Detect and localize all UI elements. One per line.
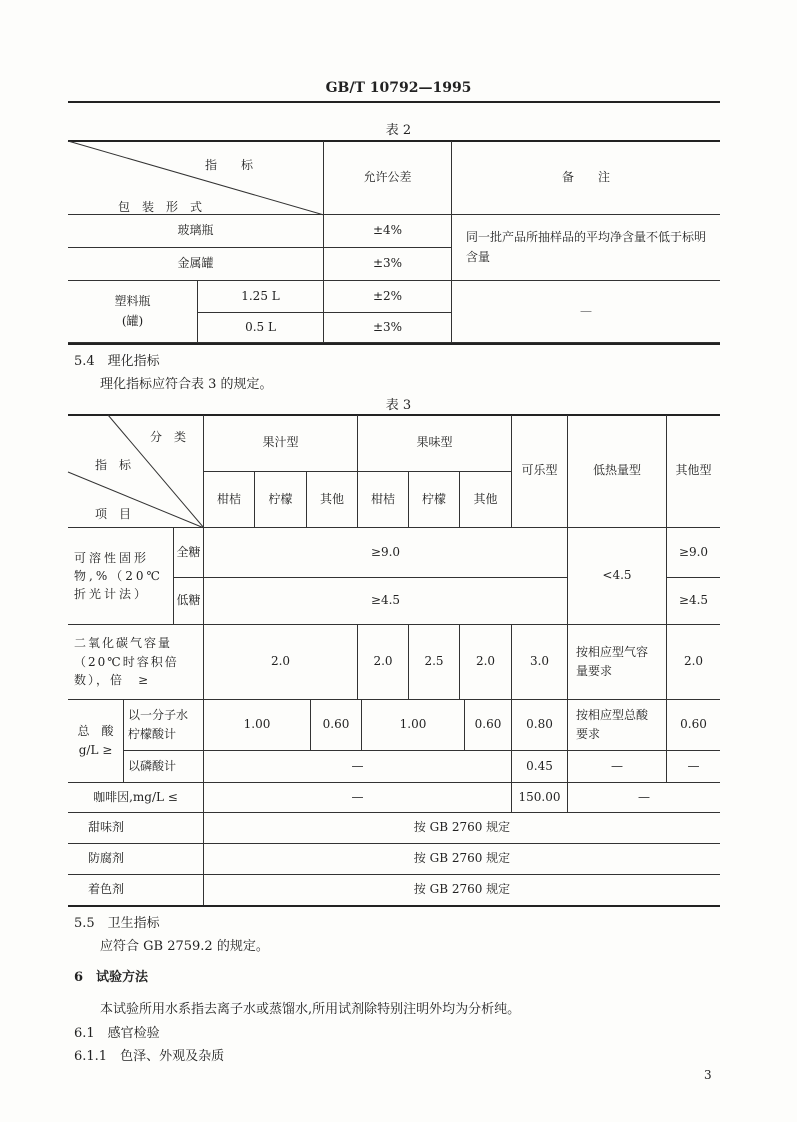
- citric-value: 0.60: [465, 700, 512, 751]
- row-label-total-acid: 总 酸 g/L ≥: [68, 700, 124, 783]
- value-other-low: ≥4.5: [667, 578, 720, 625]
- sub-other: 其他: [307, 472, 358, 528]
- sub-other: 其他: [460, 472, 512, 528]
- sweetener-value: 按 GB 2760 规定: [204, 813, 720, 844]
- corner-label-index: 指 标: [205, 158, 254, 172]
- sub-lemon: 柠檬: [409, 472, 460, 528]
- colorant-value: 按 GB 2760 规定: [413, 882, 511, 897]
- section-5-4-text: 理化指标应符合表 3 的规定。: [100, 377, 273, 392]
- phosphoric-value: —: [568, 751, 667, 783]
- sub-citrus: 柑桔: [204, 472, 255, 528]
- standard-header: GB/T 10792—1995: [325, 80, 472, 96]
- corner-label-index: 指 标: [95, 458, 132, 472]
- citric-value: 0.60: [667, 700, 720, 751]
- table2-caption: 表 2: [385, 123, 412, 138]
- phosphoric-value: 0.45: [512, 751, 568, 783]
- section-6-1-1-heading: 6.1.1 色泽、外观及杂质: [74, 1049, 225, 1064]
- row-label-co2: 二氧化碳气容量（20℃时容积倍数），倍 ≥: [68, 625, 204, 700]
- tolerance-value: ±2%: [324, 281, 452, 313]
- page-number: 3: [704, 1068, 712, 1082]
- value-lowcal: <4.5: [568, 528, 667, 625]
- remark-text: —: [452, 281, 720, 343]
- row-label-colorant: 着色剂: [68, 875, 204, 905]
- phosphoric-value: —: [204, 751, 512, 783]
- col-header-remark: 备 注: [452, 141, 720, 215]
- section-6-heading: 6 试验方法: [74, 970, 149, 985]
- group-flavor: 果味型: [358, 415, 512, 472]
- group-cola: 可乐型: [512, 415, 568, 528]
- citric-value: 1.00: [362, 700, 465, 751]
- row-label-soluble-solids: 可溶性固形物,%（20℃折光计法）: [68, 528, 174, 625]
- value-full-sugar: ≥9.0: [204, 528, 568, 578]
- group-juice: 果汁型: [204, 415, 358, 472]
- col-header-tolerance: 允许公差: [324, 141, 452, 215]
- row-label-preservative: 防腐剂: [68, 844, 204, 875]
- section-5-4-heading: 5.4 理化指标: [74, 354, 160, 369]
- row-group-plastic: 塑料瓶(罐): [68, 281, 198, 343]
- row-label-sweetener: 甜味剂: [68, 813, 204, 844]
- co2-value: 2.0: [667, 625, 720, 700]
- citric-value: 按相应型总酸要求: [568, 700, 667, 751]
- tolerance-value: ±3%: [324, 248, 452, 281]
- table3-caption: 表 3: [385, 398, 412, 413]
- section-5-5-text: 应符合 GB 2759.2 的规定。: [100, 939, 269, 954]
- row-label-caffeine: 咖啡因,mg/L ≤: [68, 783, 204, 813]
- row-label-phosphoric: 以磷酸计: [124, 751, 204, 783]
- tolerance-value: ±3%: [324, 313, 452, 343]
- phosphoric-value: —: [667, 751, 720, 783]
- citric-value: 0.60: [311, 700, 362, 751]
- co2-value: 2.0: [358, 625, 409, 700]
- value-other-full: ≥9.0: [667, 528, 720, 578]
- group-lowcal: 低热量型: [568, 415, 667, 528]
- corner-label-package: 包 装 形 式: [118, 200, 203, 214]
- co2-value: 按相应型气容量要求: [568, 625, 667, 700]
- row-label: 金属罐: [68, 248, 324, 281]
- section-6-text: 本试验所用水系指去离子水或蒸馏水,所用试剂除特别注明外均为分析纯。: [100, 1002, 521, 1017]
- row-label-low-sugar: 低糖: [174, 578, 204, 625]
- co2-value: 2.0: [460, 625, 512, 700]
- sub-citrus: 柑桔: [358, 472, 409, 528]
- value-low-sugar: ≥4.5: [204, 578, 568, 625]
- citric-value: 0.80: [512, 700, 568, 751]
- co2-value: 3.0: [512, 625, 568, 700]
- section-6-1-heading: 6.1 感官检验: [74, 1026, 160, 1041]
- section-5-5-heading: 5.5 卫生指标: [74, 916, 160, 931]
- tolerance-value: ±4%: [324, 215, 452, 248]
- row-label: 1.25 L: [198, 281, 324, 313]
- citric-value: 1.00: [204, 700, 311, 751]
- group-other: 其他型: [667, 415, 720, 528]
- sub-lemon: 柠檬: [255, 472, 307, 528]
- row-label: 玻璃瓶: [68, 215, 324, 248]
- corner-label-class: 分 类: [150, 430, 187, 444]
- caffeine-value: —: [204, 783, 512, 813]
- preservative-value: 按 GB 2760 规定: [204, 844, 720, 875]
- corner-label-item: 项 目: [95, 507, 132, 521]
- caffeine-value: 150.00: [512, 783, 568, 813]
- co2-value: 2.0: [204, 625, 358, 700]
- remark-text: 同一批产品所抽样品的平均净含量不低于标明含量: [452, 215, 720, 281]
- row-label-full-sugar: 全糖: [174, 528, 204, 578]
- row-label: 0.5 L: [198, 313, 324, 343]
- co2-value: 2.5: [409, 625, 460, 700]
- row-label-citric: 以一分子水柠檬酸计: [124, 700, 204, 751]
- caffeine-value: —: [568, 783, 720, 813]
